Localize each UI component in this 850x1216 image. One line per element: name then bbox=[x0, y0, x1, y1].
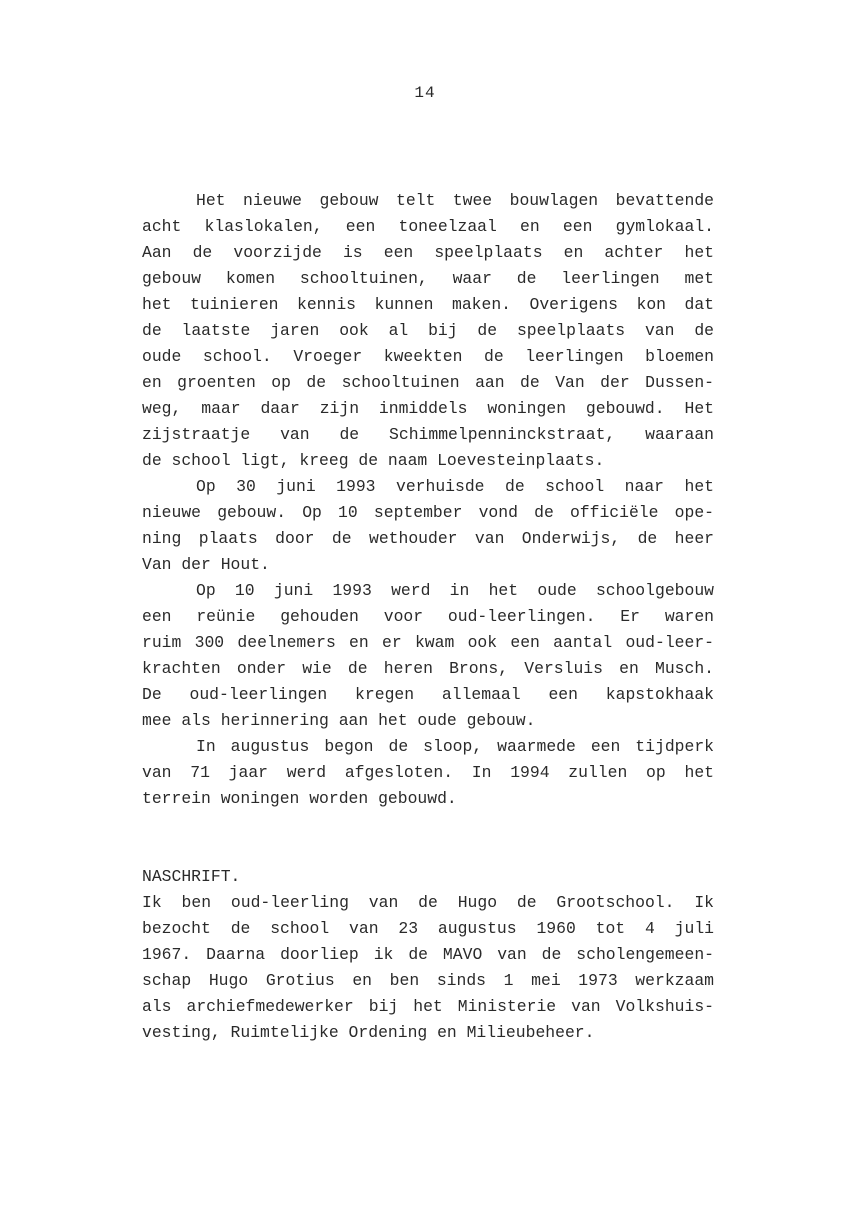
naschrift-heading: NASCHRIFT. bbox=[142, 867, 241, 886]
text-line: ruim 300 deelnemers en er kwam ook een aantal oud-leer- bbox=[142, 633, 714, 652]
text-line: mee als herinnering aan het oude gebouw. bbox=[142, 711, 536, 730]
paragraph-reunion bbox=[142, 578, 714, 734]
paragraph-new-building bbox=[142, 188, 714, 474]
text-line: krachten onder wie de heren Brons, Versluis en Musch. bbox=[142, 659, 714, 678]
text-line: weg, maar daar zijn inmiddels woningen gebouwd. Het bbox=[142, 399, 714, 418]
text-line: 1967. Daarna doorliep ik de MAVO van de scholengemeen- bbox=[142, 945, 714, 964]
text-line: terrein woningen worden gebouwd. bbox=[142, 789, 457, 808]
text-line: Het nieuwe gebouw telt twee bouwlagen bevattende bbox=[196, 191, 714, 210]
text-line: De oud-leerlingen kregen allemaal een kapstokhaak bbox=[142, 685, 714, 704]
text-line: schap Hugo Grotius en ben sinds 1 mei 1973 werkzaam bbox=[142, 971, 714, 990]
section-spacer bbox=[142, 812, 714, 864]
text-line: nieuwe gebouw. Op 10 september vond de officiële ope- bbox=[142, 503, 714, 522]
text-line: bezocht de school van 23 augustus 1960 tot 4 juli bbox=[142, 919, 714, 938]
text-line: Aan de voorzijde is een speelplaats en achter het bbox=[142, 243, 714, 262]
text-line: als archiefmedewerker bij het Ministerie van Volkshuis- bbox=[142, 997, 714, 1016]
text-line: ning plaats door de wethouder van Onderwijs, de heer bbox=[142, 529, 714, 548]
text-line: de school ligt, kreeg de naam Loevesteinplaats. bbox=[142, 451, 605, 470]
text-line: Ik ben oud-leerling van de Hugo de Grootschool. Ik bbox=[142, 893, 714, 912]
text-line: Op 10 juni 1993 werd in het oude schoolgebouw bbox=[196, 581, 714, 600]
text-line: Van der Hout. bbox=[142, 555, 270, 574]
paragraph-move bbox=[142, 474, 714, 578]
text-line: het tuinieren kennis kunnen maken. Overigens kon dat bbox=[142, 295, 714, 314]
text-line: acht klaslokalen, een toneelzaal en een gymlokaal. bbox=[142, 217, 714, 236]
naschrift-section bbox=[142, 864, 714, 1046]
text-line: gebouw komen schooltuinen, waar de leerlingen met bbox=[142, 269, 714, 288]
text-line: en groenten op de schooltuinen aan de Van der Dussen- bbox=[142, 373, 714, 392]
text-line: oude school. Vroeger kweekten de leerlingen bloemen bbox=[142, 347, 714, 366]
text-line: een reünie gehouden voor oud-leerlingen. Er waren bbox=[142, 607, 714, 626]
page-number: 14 bbox=[414, 84, 436, 102]
text-line: zijstraatje van de Schimmelpenninckstraat, waaraan bbox=[142, 425, 714, 444]
text-line: In augustus begon de sloop, waarmede een tijdperk bbox=[196, 737, 714, 756]
text-line: de laatste jaren ook al bij de speelplaats van de bbox=[142, 321, 714, 340]
text-line: vesting, Ruimtelijke Ordening en Milieubeheer. bbox=[142, 1023, 595, 1042]
paragraph-demolition bbox=[142, 734, 714, 812]
page-body bbox=[142, 188, 714, 1046]
text-line: van 71 jaar werd afgesloten. In 1994 zullen op het bbox=[142, 763, 714, 782]
text-line: Op 30 juni 1993 verhuisde de school naar het bbox=[196, 477, 714, 496]
